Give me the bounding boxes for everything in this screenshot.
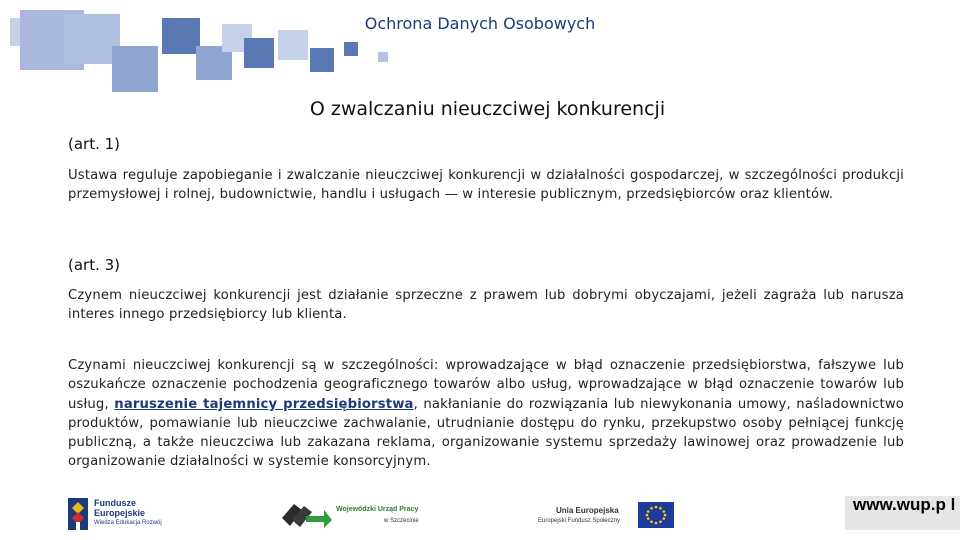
art3-text-2-before: Czynami nieuczciwej konkurencji są w szczególności: wprowadzające w błąd oznaczenie przedsiębiorstwa, fałszywe lub oszukańcze oznaczenie pochodzenia geograficznego towarów albo usług, wprowadzające w błąd oznaczenie towarów lub usług, bbox=[68, 358, 904, 412]
art3-text-2 bbox=[68, 356, 904, 472]
eu-flag-icon bbox=[638, 502, 674, 528]
website-link[interactable]: www.wup.p l bbox=[845, 496, 960, 530]
wup-logo bbox=[280, 500, 430, 536]
fe-logo-line3: Wiedza Edukacja Rozwój bbox=[94, 520, 162, 526]
page-title: O zwalczaniu nieuczciwej konkurencji bbox=[309, 98, 666, 120]
fundusze-europejskie-logo bbox=[66, 496, 186, 534]
fe-logo-line1: Fundusze bbox=[94, 498, 136, 508]
art3-text-2-after: , nakłanianie do rozwiązania lub niewykonania umowy, naśladownictwo produktów, pomawianie lub nieuczciwe zachwalanie, utrudnianie dostępu do rynku, przekupstwo osoby pełniącej funkcję publiczną, a także nieuczciwa lub zakazana reklama, organizowanie systemu sprzedaży lawinowej oraz prowadzenie lub organizowanie działalności w systemie konsorcyjnym. bbox=[68, 396, 904, 470]
art3-heading: (art. 3) bbox=[68, 256, 121, 274]
art3-text-1: Czynem nieuczciwej konkurencji jest działanie sprzeczne z prawem lub dobrymi obyczajami, jeżeli zagraża lub narusza interes innego przedsiębiorcy lub klienta. bbox=[68, 288, 904, 323]
wup-logo-line1: Wojewódzki Urząd Pracy bbox=[336, 506, 419, 513]
ue-logo-line1: Unia Europejska bbox=[556, 506, 619, 515]
footer-logos bbox=[0, 490, 960, 540]
art1-heading: (art. 1) bbox=[68, 135, 121, 153]
wup-arrow-icon bbox=[280, 500, 332, 528]
fe-logo-line2: Europejskie bbox=[94, 508, 146, 518]
ue-logo bbox=[538, 502, 678, 532]
art1-text: Ustawa reguluje zapobieganie i zwalczanie nieuczciwej konkurencji w działalności gospodarczej, w szczególności produkcji przemysłowej i rolnej, budownictwie, handlu i usługach — w interesie publicznym, przedsiębiorców oraz klientów. bbox=[68, 168, 904, 203]
fe-star-icon bbox=[66, 496, 90, 532]
wup-logo-line2: w Szczecinie bbox=[384, 518, 419, 524]
trade-secret-link[interactable]: naruszenie tajemnicy przedsiębiorstwa bbox=[114, 396, 414, 412]
header-title: Ochrona Danych Osobowych bbox=[364, 14, 596, 33]
ue-logo-line2: Europejski Fundusz Społeczny bbox=[538, 518, 621, 524]
